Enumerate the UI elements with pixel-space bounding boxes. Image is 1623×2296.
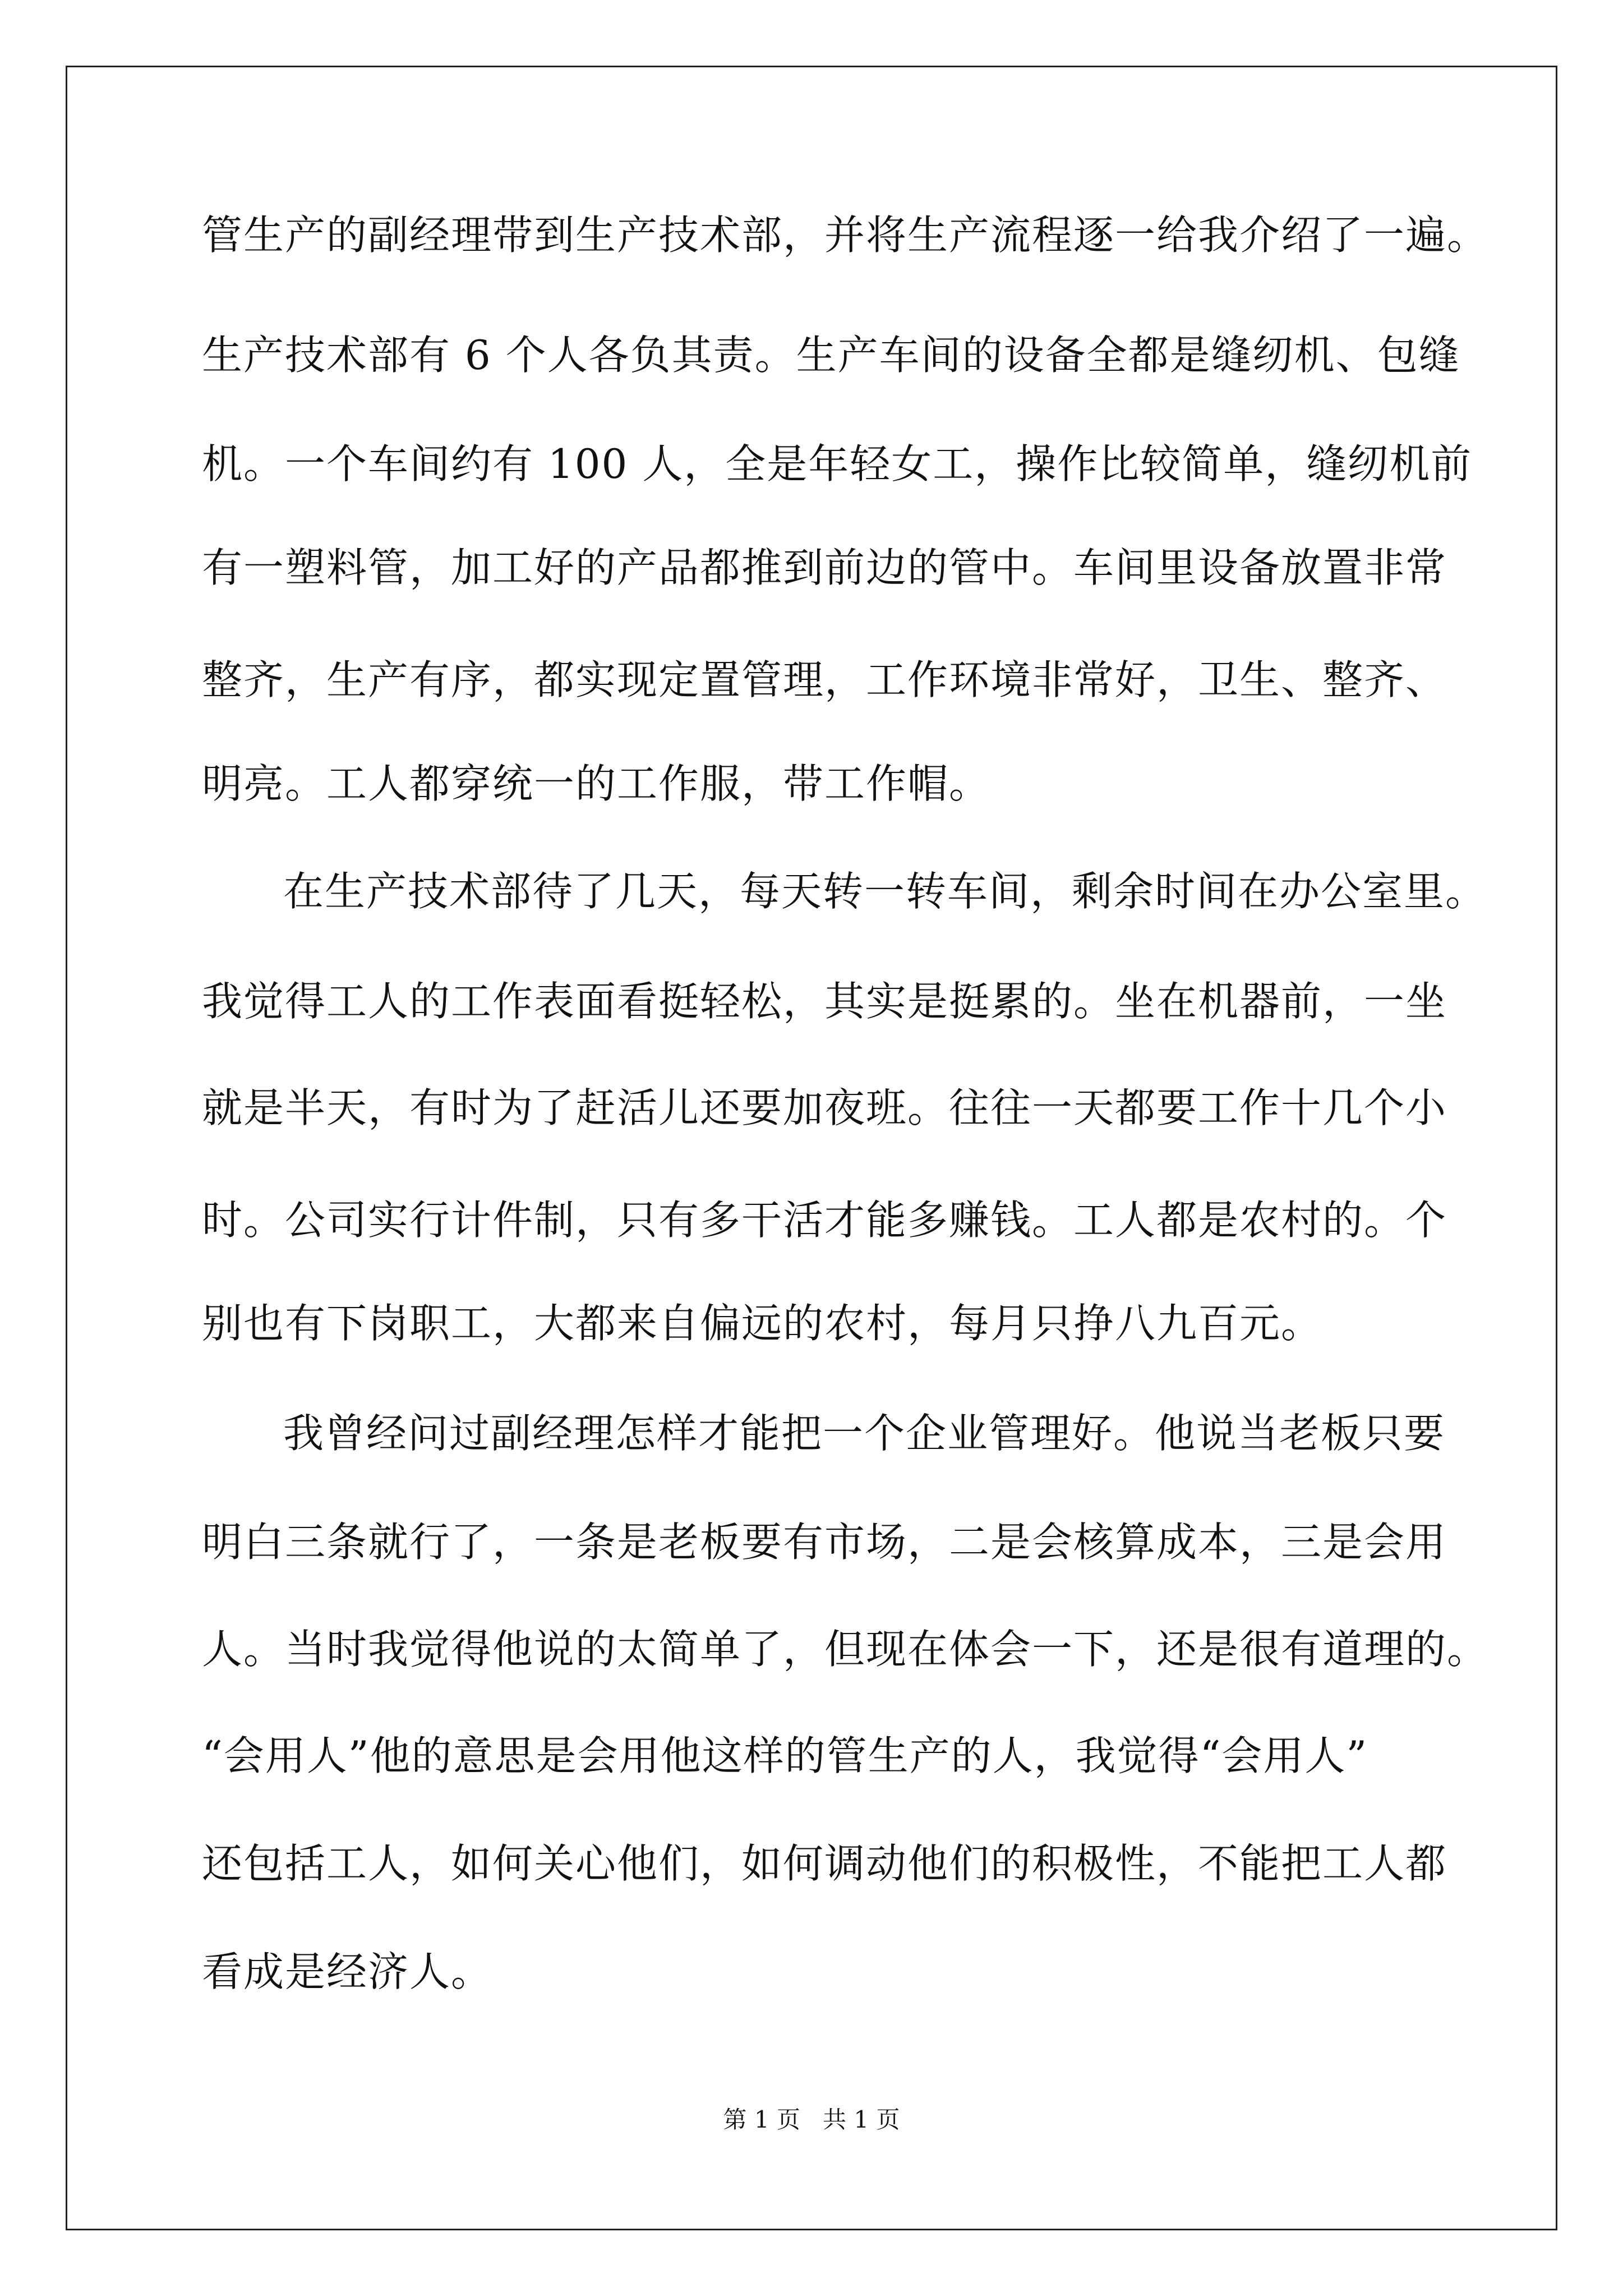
text-line: 明白三条就行了，一条是老板要有市场，二是会核算成本，三是会用 <box>202 1519 1447 1566</box>
page-number-footer: 第 1 页 共 1 页 <box>723 2106 900 2133</box>
text-line: 看成是经济人。 <box>202 1948 493 1995</box>
text-line: 整齐，生产有序，都实现定置管理，工作环境非常好，卫生、整齐、 <box>202 656 1447 703</box>
text-line: 时。公司实行计件制，只有多干活才能多赚钱。工人都是农村的。个 <box>202 1197 1447 1244</box>
text-line: 人。当时我觉得他说的太简单了，但现在体会一下，还是很有道理的。 <box>202 1626 1489 1673</box>
paragraph-start-line: 我曾经问过副经理怎样才能把一个企业管理好。他说当老板只要 <box>283 1410 1446 1457</box>
page-border <box>66 66 1557 2230</box>
text-line: 有一塑料管，加工好的产品都推到前边的管中。车间里设备放置非常 <box>202 544 1447 591</box>
text-line: 生产技术部有 6 个人各负其责。生产车间的设备全都是缝纫机、包缝 <box>202 332 1460 379</box>
paragraph-start-line: 在生产技术部待了几天，每天转一转车间，剩余时间在办公室里。 <box>283 868 1487 915</box>
text-line: 还包括工人，如何关心他们，如何调动他们的积极性，不能把工人都 <box>202 1840 1447 1887</box>
text-line: 就是半天，有时为了赶活儿还要加夜班。往往一天都要工作十几个小 <box>202 1084 1447 1131</box>
text-line: 机。一个车间约有 100 人，全是年轻女工，操作比较简单，缝纫机前 <box>202 440 1473 487</box>
text-line: 明亮。工人都穿统一的工作服，带工作帽。 <box>202 760 991 807</box>
text-line: 别也有下岗职工，大都来自偏远的农村，每月只挣八九百元。 <box>202 1300 1323 1347</box>
text-line: 管生产的副经理带到生产技术部，并将生产流程逐一给我介绍了一遍。 <box>202 211 1489 259</box>
text-line: “会用人”他的意思是会用他这样的管生产的人，我觉得“会用人” <box>202 1732 1368 1779</box>
text-line: 我觉得工人的工作表面看挺轻松，其实是挺累的。坐在机器前，一坐 <box>202 978 1447 1025</box>
